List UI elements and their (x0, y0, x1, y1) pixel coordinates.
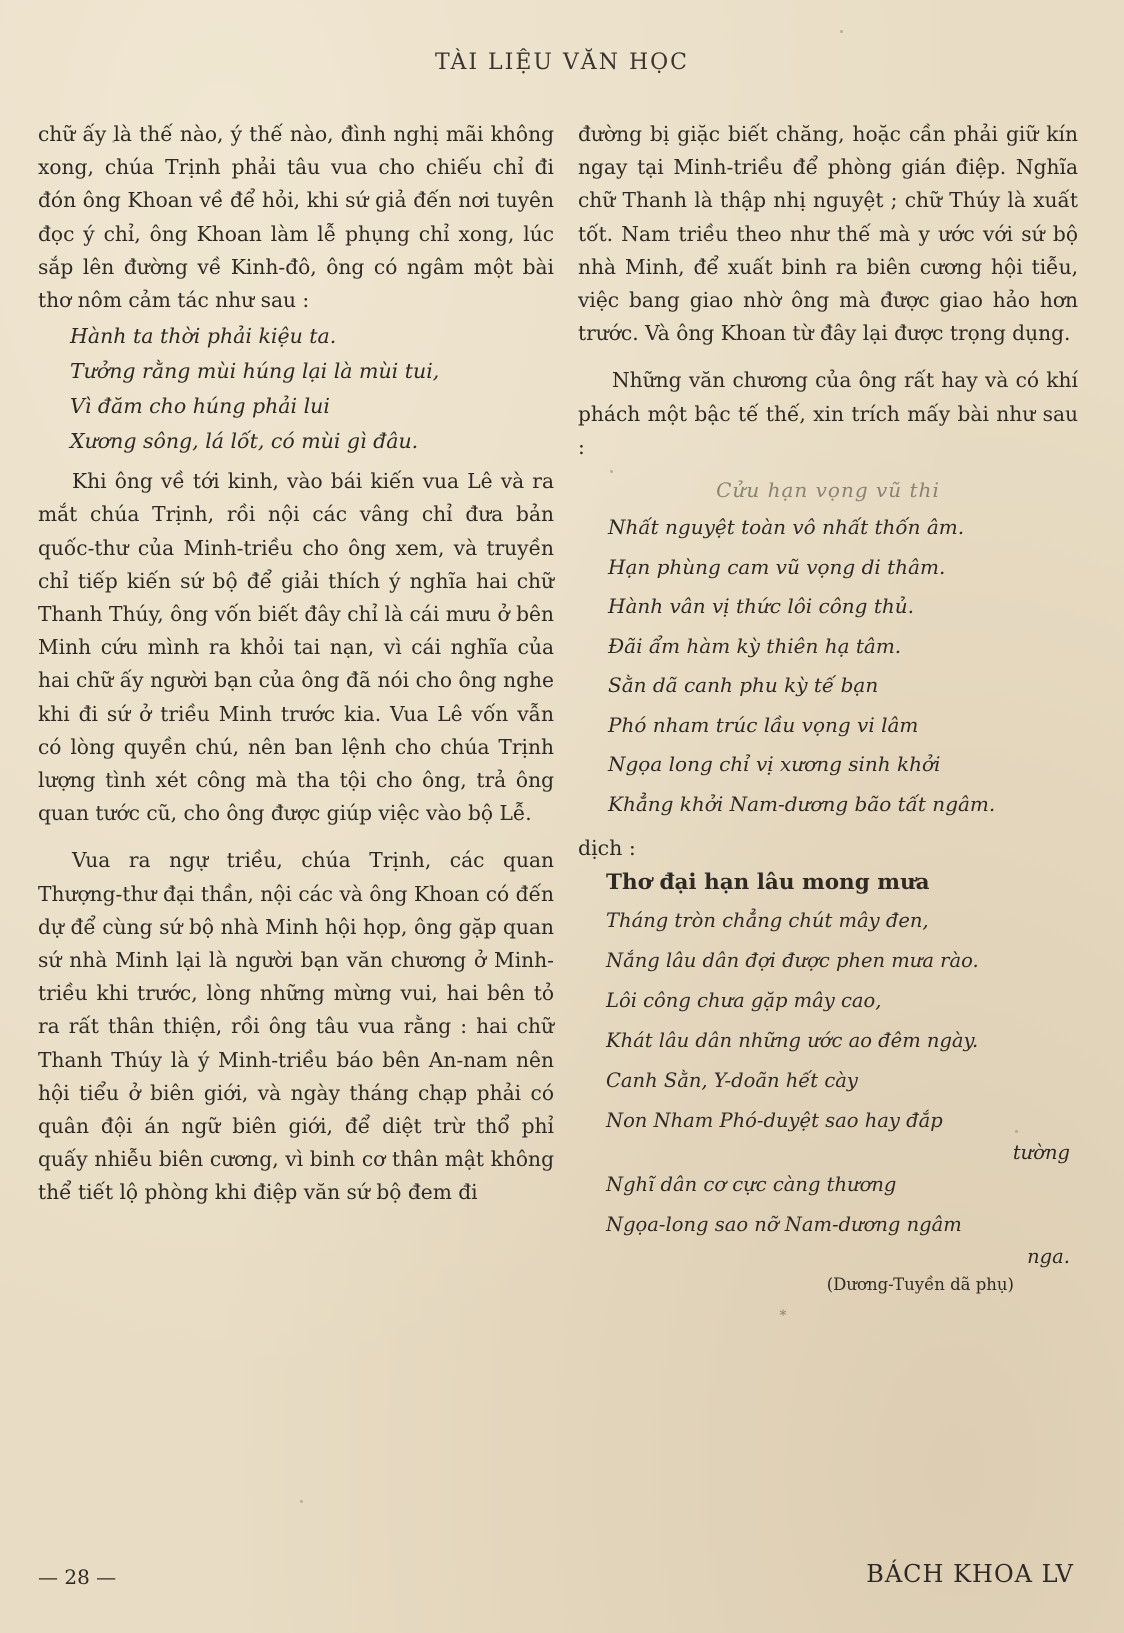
left-paragraph-1: chữ ấy là thế nào, ý thế nào, đình nghị mãi không xong, chúa Trịnh phải tâu vua cho chiếu chỉ đi đón ông Khoan về để hỏi, khi sứ giả đến nơi tuyên đọc ý chỉ, ông Khoan làm lễ phụng chỉ xong, lúc sắp lên đường về Kinh-đô, ông có ngâm một bài thơ nôm cảm tác như sau : (38, 122, 554, 313)
right-column (578, 118, 1078, 1324)
poem-line: Hạn phùng cam vũ vọng di thâm. (608, 554, 946, 579)
translation-line-continuation: tường (1012, 1141, 1070, 1165)
poem-line: Đãi ẩm hàm kỳ thiên hạ tâm. (608, 633, 902, 658)
poem-line: Vì đăm cho húng phải lui (70, 394, 330, 419)
translation-line: Canh Sằn, Y-doãn hết cày (606, 1069, 858, 1093)
poem-line: Hành ta thời phải kiệu ta. (70, 324, 337, 349)
translation-line: Nghĩ dân cơ cực càng thương (606, 1173, 897, 1197)
poem-line: Ngọa long chỉ vị xương sinh khởi (608, 752, 941, 777)
left-paragraph-3: Vua ra ngự triều, chúa Trịnh, các quan Thượng-thư đại thần, nội các và ông Khoan có đến dự để cùng sứ bộ nhà Minh hội họp, ông gặp quan sứ nhà Minh lại là người bạn văn chương ở Minh-triều khi trước, lòng những mừng vui, hai bên tỏ ra rất thân thiện, rồi ông tâu vua rằng : hai chữ Thanh Thúy là ý Minh-triều báo bên An-nam nên hội tiểu ở biên giới, và ngày tháng chạp phải có quân đội án ngữ biên giới, để diệt trừ thổ phỉ quấy nhiễu biên cương, vì binh cơ thân mật không thể tiết lộ phòng khi điệp văn sứ bộ đem đi (38, 848, 554, 1205)
translation-label: dịch : (578, 836, 636, 861)
poem-line: Tưởng rằng mùi húng lại là mùi tui, (70, 359, 440, 384)
page-number: — 28 — (38, 1565, 117, 1589)
right-paragraph-2: Những văn chương của ông rất hay và có khí phách một bậc tế thế, xin trích mấy bài như sau : (578, 368, 1078, 459)
translation-line: Khát lâu dân những ước ao đêm ngày. (606, 1029, 979, 1053)
poem-line: Nhất nguyệt toàn vô nhất thốn âm. (608, 515, 965, 540)
running-header: TÀI LIỆU VĂN HỌC (434, 50, 689, 75)
poem-title: Cửu hạn vọng vũ thi (716, 478, 940, 503)
translation-line: Non Nham Phó-duyệt sao hay đắp (606, 1109, 943, 1133)
nom-poem (70, 319, 554, 459)
left-column (38, 118, 554, 1210)
translation-title: Thơ đại hạn lâu mong mưa (606, 870, 930, 896)
poem-line: Hành vân vị thức lôi công thủ. (608, 594, 914, 619)
translation-line-continuation: nga. (1027, 1245, 1070, 1269)
poem-line: Khẳng khởi Nam-dương bão tất ngâm. (608, 791, 996, 816)
translation-line: Lôi công chưa gặp mây cao, (606, 989, 882, 1013)
section-ornament: * (779, 1308, 787, 1325)
poem-line: Phó nham trúc lầu vọng vi lâm (608, 712, 919, 737)
han-poem (608, 508, 1078, 824)
translation-line: Tháng tròn chẳng chút mây đen, (606, 909, 929, 933)
translator-credit: (Dương-Tuyền dã phụ) (826, 1275, 1014, 1295)
magazine-name: BÁCH KHOA LV (866, 1560, 1074, 1588)
translation-line: Nắng lâu dân đợi được phen mưa rào. (606, 949, 979, 973)
translation-poem (606, 901, 1078, 1269)
left-paragraph-2: Khi ông về tới kinh, vào bái kiến vua Lê và ra mắt chúa Trịnh, rồi nội các vâng chỉ đưa bản quốc-thư của Minh-triều cho ông xem, và truyền chỉ tiếp kiến sứ bộ để giải thích ý nghĩa hai chữ Thanh Thúy, ông vốn biết đây chỉ là cái mưu ở bên Minh cứu mình ra khỏi tai nạn, vì cái nghĩa của hai chữ ấy người bạn của ông đã nói cho ông nghe khi đi sứ ở triều Minh trước kia. Vua Lê vốn vẫn có lòng quyền chú, nên ban lệnh cho chúa Trịnh lượng tình xét công mà tha tội cho ông, trả ông quan tước cũ, cho ông được giúp việc vào bộ Lễ. (38, 469, 554, 826)
poem-line: Sằn dã canh phu kỳ tế bạn (608, 673, 879, 698)
poem-line: Xương sông, lá lốt, có mùi gì đâu. (70, 429, 419, 454)
translation-line: Ngọa-long sao nỡ Nam-dương ngâm (606, 1213, 962, 1237)
right-paragraph-1: đường bị giặc biết chăng, hoặc cần phải giữ kín ngay tại Minh-triều để phòng gián điệp. Nghĩa chữ Thanh là thập nhị nguyệt ; chữ Thúy là xuất tốt. Nam triều theo như thế mà y ước với sứ bộ nhà Minh, để xuất binh ra biên cương hội tiễu, việc bang giao nhờ ông mà được giao hảo hơn trước. Và ông Khoan từ đây lại được trọng dụng. (578, 122, 1078, 346)
